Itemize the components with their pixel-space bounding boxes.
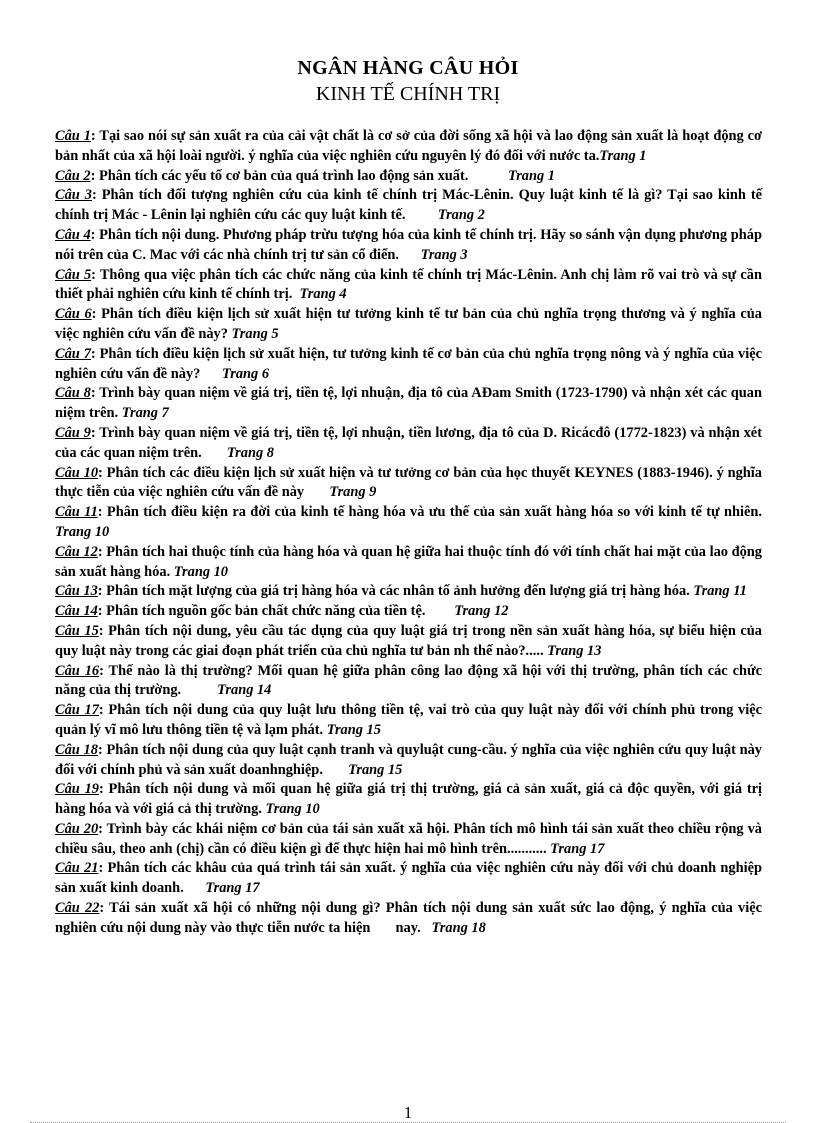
question-item [55, 464, 766, 504]
question-text: : Phân tích nguồn gốc bản chất chức năng của tiền tệ. [97, 603, 455, 620]
question-text: : Thông qua việc phân tích các chức năng của kinh tế chính trị Mác-Lênin. Anh chị làm rõ vai trò và sự cần thiết phải nghiên cứu kinh tế chính trị. [55, 266, 766, 303]
question-page-ref: Trang 7 [121, 405, 169, 422]
question-label: Câu 2 [55, 167, 91, 184]
question-label: Câu 16 [55, 662, 100, 679]
question-page-ref: Trang 6 [221, 365, 270, 382]
question-label: Câu 1 [55, 128, 91, 144]
question-page-ref: Trang 2 [437, 207, 485, 224]
question-text: : Phân tích nội dung của quy luật lưu thông tiền tệ, vai trò của quy luật này đối với chính phủ trong việc quản lý vĩ mô lưu thông tiền tệ và lạm phát. [55, 702, 766, 738]
question-text: : Trình bày các khái niệm cơ bản của tái sản xuất xã hội. Phân tích mô hình tái sản xuất theo chiều rộng và chiều sâu, theo anh (chị) cần có điều kiện gì để thực hiện hai mô hình trên........... [55, 820, 766, 857]
question-text: : Tái sản xuất xã hội có những nội dung gì? Phân tích nội dung sản xuất sức lao động, ý nghĩa của việc nghiên cứu nội dung này vào thực tiễn nước ta hiện nay. [55, 900, 766, 936]
question-text: : Phân tích nội dung, yêu cầu tác dụng của quy luật giá trị trong nền sản xuất hàng hóa, sự biểu hiện của quy luật này trong các giai đoạn phát triển của chủ nghĩa tư bản nh thế nào?..... [55, 622, 766, 659]
question-item [55, 424, 766, 464]
question-label: Câu 7 [55, 345, 91, 362]
question-item [55, 226, 766, 266]
question-item [55, 899, 766, 939]
question-text: : Phân tích nội dung. Phương pháp trừu tượng hóa của kinh tế chính trị. Hãy so sánh vận dụng phương pháp nói trên của C. Mac với các nhà chính trị tư sản cổ điển. [55, 226, 766, 263]
question-page-ref: Trang 11 [693, 583, 747, 600]
question-text: : Phân tích mặt lượng của giá trị hàng hóa và các nhân tố ảnh hưởng đến lượng giá trị hàng hóa. [97, 583, 694, 600]
question-label: Câu 20 [55, 820, 99, 837]
question-page-ref: Trang 14 [217, 682, 272, 699]
question-item [55, 602, 762, 622]
question-text: : Phân tích hai thuộc tính của hàng hóa và quan hệ giữa hai thuộc tính đó với tính chất hai mặt của lao động sản xuất hàng hóa. [55, 543, 766, 580]
question-text: : Tại sao nói sự sản xuất ra của cải vật chất là cơ sở của đời sống xã hội và lao động sản xuất là hoạt động cơ bản nhất của xã hội loài người. ý nghĩa của việc nghiên cứu nguyên lý đó đối với nước ta. [55, 128, 766, 164]
question-label: Câu 8 [55, 385, 91, 402]
question-text: : Phân tích điều kiện lịch sử xuất hiện tư tưởng kinh tế tư bản của chủ nghĩa trọng thương và ý nghĩa của việc nghiên cứu vấn đề này? [55, 306, 766, 342]
question-item [55, 305, 766, 345]
page-number: 1 [403, 1103, 413, 1122]
question-text: : Trình bày quan niệm về giá trị, tiền tệ, lợi nhuận, địa tô của AĐam Smith (1723-1790) và nhận xét các quan niệm trên. [55, 385, 766, 422]
question-item [55, 345, 766, 385]
question-item [55, 384, 766, 424]
question-item [55, 662, 766, 702]
question-list [55, 127, 791, 939]
question-item [55, 127, 766, 167]
question-label: Câu 17 [55, 702, 99, 719]
question-text: : Phân tích nội dung của quy luật cạnh tranh và quyluật cung-cầu. ý nghĩa của việc nghiên cứu quy luật này đối với chính phủ và sản xuất doanhnghiệp. [55, 741, 766, 778]
question-text: : Phân tích các khâu của quá trình tái sản xuất. ý nghĩa của việc nghiên cứu này đối với chủ doanh nghiệp sản xuất kinh doanh. [55, 860, 766, 897]
question-text: : Phân tích các yếu tố cơ bản của quá trình lao động sản xuất. [90, 167, 508, 184]
question-label: Câu 6 [55, 306, 92, 323]
question-label: Câu 18 [55, 741, 98, 758]
question-label: Câu 21 [55, 860, 99, 877]
question-label: Câu 10 [55, 464, 99, 481]
question-label: Câu 11 [55, 504, 98, 521]
question-page-ref: Trang 15 [348, 761, 403, 778]
question-page-ref: Trang 17 [205, 880, 260, 897]
question-item [55, 186, 766, 226]
question-page-ref: Trang 10 [173, 563, 229, 580]
question-page-ref: Trang 1 [507, 167, 555, 184]
question-item [55, 582, 762, 602]
question-page-ref: Trang 15 [326, 721, 381, 738]
question-page-ref: Trang 8 [226, 444, 274, 461]
question-label: Câu 15 [55, 622, 99, 639]
question-page-ref: Trang 18 [431, 919, 486, 936]
question-item [55, 543, 766, 583]
question-item [55, 622, 766, 662]
question-label: Câu 22 [55, 900, 100, 917]
question-text: : Thế nào là thị trường? Mối quan hệ giữa phân công lao động xã hội với thị trường, phân tích các chức năng của thị trường. [55, 662, 766, 699]
question-page-ref: Trang 3 [420, 246, 468, 263]
question-item [55, 266, 766, 306]
question-text: : Trình bày quan niệm về giá trị, tiền tệ, lợi nhuận, tiền lương, địa tô của D. Ricácđô (1772-1823) và nhận xét của các quan niệm trên. [55, 424, 766, 461]
question-text: : Phân tích đối tượng nghiên cứu của kinh tế chính trị Mác-Lênin. Quy luật kinh tế là gì? Tại sao kinh tế chính trị Mác - Lênin lại nghiên cứu các quy luật kinh tế. [55, 187, 766, 224]
question-page-ref: Trang 5 [231, 325, 279, 342]
question-label: Câu 4 [55, 226, 91, 243]
question-label: Câu 12 [55, 543, 98, 560]
question-item [55, 167, 762, 187]
question-page-ref: Trang 4 [299, 286, 347, 303]
question-page-ref: Trang 17 [550, 840, 605, 857]
question-item [55, 820, 766, 860]
question-page-ref: Trang 10 [55, 523, 110, 540]
question-item [55, 859, 766, 899]
question-page-ref: Trang 9 [329, 484, 377, 501]
question-label: Câu 19 [55, 781, 99, 798]
document-title: NGÂN HÀNG CÂU HỎI [297, 57, 519, 79]
question-label: Câu 14 [55, 603, 98, 620]
question-label: Câu 5 [55, 266, 92, 283]
question-text: : Phân tích các điều kiện lịch sử xuất hiện và tư tưởng cơ bản của học thuyết KEYNES (1883-1946). ý nghĩa thực tiễn của việc nghiên cứu vấn đề này [55, 464, 766, 501]
question-item [55, 701, 766, 741]
question-page-ref: Trang 13 [547, 642, 602, 659]
question-text: : Phân tích điều kiện lịch sử xuất hiện, tư tưởng kinh tế cơ bản của chủ nghĩa trọng nông và ý nghĩa của việc nghiên cứu vấn đề này? [55, 345, 766, 382]
question-item [55, 780, 766, 820]
question-label: Câu 3 [55, 187, 92, 204]
question-label: Câu 13 [55, 583, 98, 600]
question-text: : Phân tích nội dung và mối quan hệ giữa giá trị thị trường, giá cả sản xuất, giá cả độc quyền, với giá trị hàng hóa và với giá cả thị trường. [55, 781, 766, 818]
question-item [55, 741, 766, 781]
question-page-ref: Trang 12 [454, 603, 509, 620]
question-page-ref: Trang 1 [599, 147, 647, 164]
question-text: : Phân tích điều kiện ra đời của kinh tế hàng hóa và ưu thế của sản xuất hàng hóa so với kinh tế tự nhiên. [97, 504, 791, 521]
document-subtitle: KINH TẾ CHÍNH TRỊ [315, 83, 501, 105]
question-item [55, 503, 791, 543]
question-page-ref: Trang 10 [265, 801, 320, 818]
question-label: Câu 9 [55, 424, 91, 441]
